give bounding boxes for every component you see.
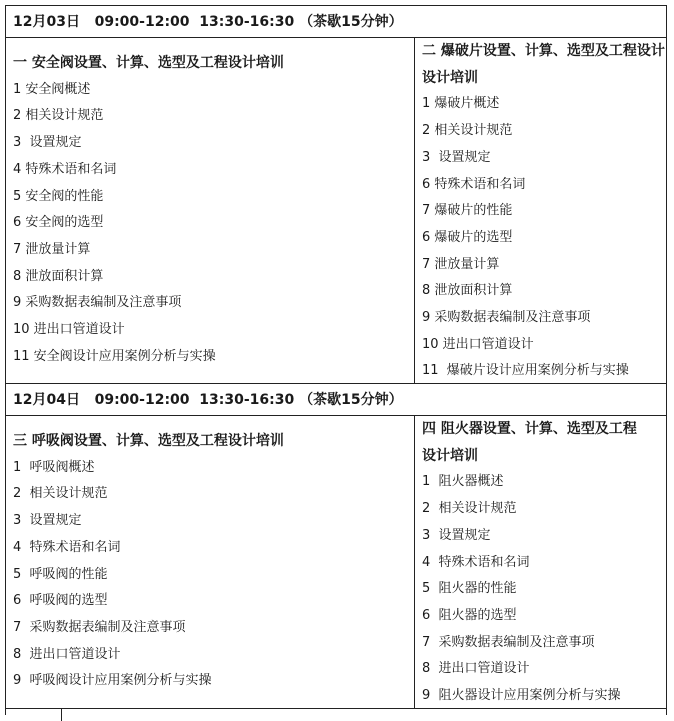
- list-item: 11 安全阀设计应用案例分析与实操: [13, 348, 216, 364]
- list-item: 9 阻火器设计应用案例分析与实操: [422, 688, 621, 704]
- list-item: 7 采购数据表编制及注意事项: [13, 619, 186, 635]
- list-item: 3 设置规定: [13, 135, 82, 151]
- list-item: 2 相关设计规范: [422, 123, 513, 139]
- list-item: 1 安全阀概述: [13, 81, 91, 97]
- list-item: 6 特殊术语和名词: [422, 176, 526, 192]
- course-rupture-disc: [415, 38, 666, 383]
- list-item: 6 爆破片的选型: [422, 229, 513, 245]
- course-title-line: 二 爆破片设置、计算、选型及工程设计: [422, 43, 665, 59]
- list-item: 4 特殊术语和名词: [13, 161, 117, 177]
- list-item: 2 相关设计规范: [13, 486, 108, 502]
- list-item: 2 相关设计规范: [422, 501, 517, 517]
- list-item: 4 特殊术语和名词: [13, 539, 121, 555]
- course-title: 三 呼吸阀设置、计算、选型及工程设计培训: [13, 433, 284, 449]
- list-item: 6 阻火器的选型: [422, 607, 517, 623]
- course-item-list: [6, 77, 414, 371]
- next-row-stub: [6, 709, 666, 721]
- list-item: 3 设置规定: [13, 513, 82, 529]
- course-title: [415, 38, 666, 91]
- course-flame-arrester: [415, 416, 666, 708]
- list-item: 9 采购数据表编制及注意事项: [13, 295, 182, 311]
- course-title-line: 设计培训: [422, 447, 478, 464]
- course-breather-valve: [6, 416, 415, 708]
- column-divider: [61, 709, 62, 721]
- list-item: 3 设置规定: [422, 149, 491, 165]
- course-title: [415, 416, 666, 469]
- list-item: 5 呼吸阀的性能: [13, 566, 108, 582]
- list-item: 1 爆破片概述: [422, 96, 500, 112]
- day1-content-row: [6, 38, 666, 384]
- course-title-line: 四 阻火器设置、计算、选型及工程: [422, 421, 637, 437]
- list-item: 8 泄放面积计算: [422, 283, 513, 299]
- list-item: 3 设置规定: [422, 527, 491, 543]
- list-item: 1 阻火器概述: [422, 474, 504, 490]
- course-item-list: [415, 91, 666, 385]
- list-item: 5 安全阀的性能: [13, 188, 104, 204]
- day-header-text: 12月04日 09:00-12:00 13:30-16:30 （茶歇15分钟）: [13, 392, 403, 408]
- list-item: 10 进出口管道设计: [422, 336, 534, 352]
- course-safety-valve: [6, 38, 415, 383]
- course-title-line: 设计培训: [422, 69, 478, 86]
- course-title: 一 安全阀设置、计算、选型及工程设计培训: [13, 55, 284, 71]
- list-item: 8 泄放面积计算: [13, 268, 104, 284]
- list-item: 8 进出口管道设计: [422, 661, 530, 677]
- list-item: 10 进出口管道设计: [13, 322, 125, 338]
- course-item-list: [6, 455, 414, 695]
- list-item: 9 采购数据表编制及注意事项: [422, 310, 591, 326]
- list-item: 7 采购数据表编制及注意事项: [422, 634, 595, 650]
- list-item: 5 阻火器的性能: [422, 581, 517, 597]
- day-header-text: 12月03日 09:00-12:00 13:30-16:30 （茶歇15分钟）: [13, 14, 403, 30]
- day-header-dec03: [6, 6, 666, 38]
- list-item: 9 呼吸阀设计应用案例分析与实操: [13, 673, 212, 689]
- list-item: 7 泄放量计算: [13, 241, 91, 257]
- day2-content-row: [6, 416, 666, 709]
- list-item: 11 爆破片设计应用案例分析与实操: [422, 363, 629, 379]
- schedule-table: [5, 5, 667, 715]
- list-item: 7 泄放量计算: [422, 256, 500, 272]
- list-item: 8 进出口管道设计: [13, 646, 121, 662]
- list-item: 2 相关设计规范: [13, 108, 104, 124]
- list-item: 6 安全阀的选型: [13, 215, 104, 231]
- list-item: 7 爆破片的性能: [422, 203, 513, 219]
- course-item-list: [415, 469, 666, 709]
- list-item: 6 呼吸阀的选型: [13, 593, 108, 609]
- list-item: 4 特殊术语和名词: [422, 554, 530, 570]
- day-header-dec04: [6, 384, 666, 416]
- list-item: 1 呼吸阀概述: [13, 459, 95, 475]
